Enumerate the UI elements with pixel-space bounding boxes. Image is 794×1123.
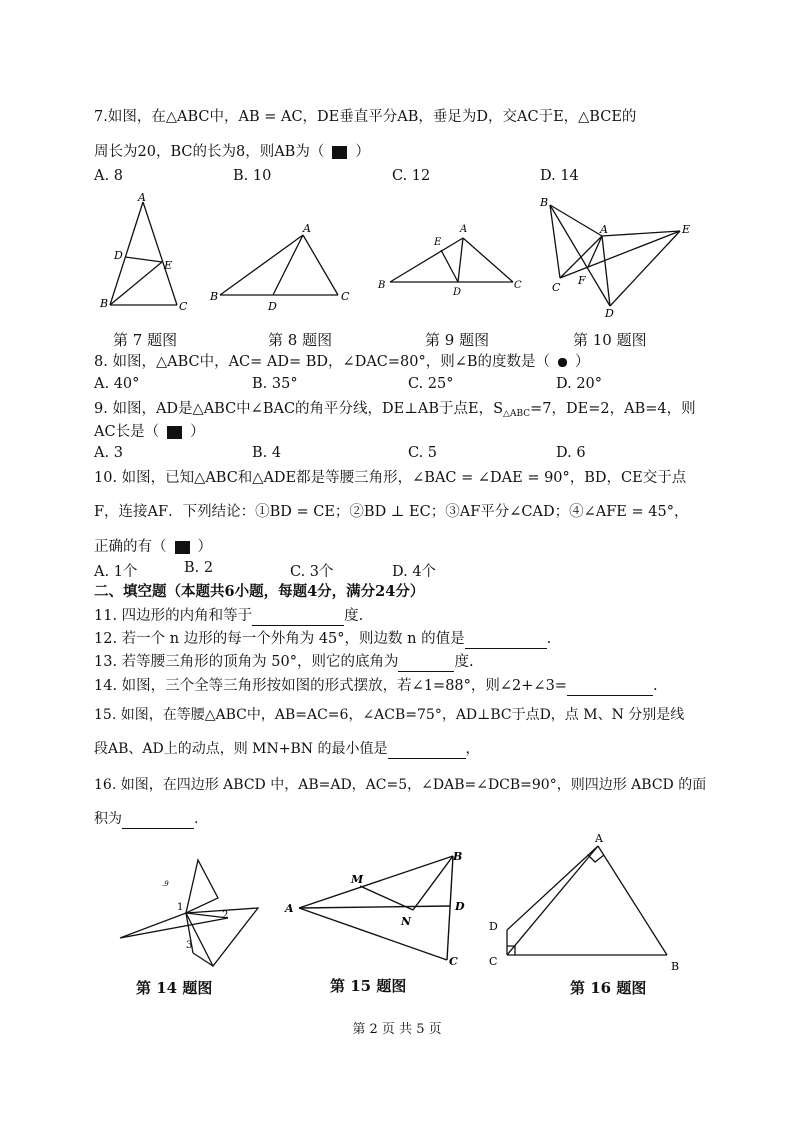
q7-option-c: C. 12	[392, 168, 431, 184]
f8-label-b: B	[210, 290, 219, 303]
caption-fig15: 第 15 题图	[330, 977, 407, 995]
f9-label-a: A	[460, 224, 468, 235]
f7-label-a: A	[138, 191, 146, 204]
q10-option-b: B. 2	[184, 560, 214, 576]
caption-fig16: 第 16 题图	[570, 979, 647, 997]
page-footer: 第 2 页 共 5 页	[352, 1022, 442, 1037]
figure-16	[485, 832, 685, 972]
q10-line3	[94, 538, 212, 556]
f10-label-a: A	[600, 223, 608, 236]
f7-label-c: C	[179, 300, 188, 313]
q9-sub: △ABC	[503, 409, 531, 419]
caption-fig9: 第 9 题图	[425, 331, 490, 349]
q13-end: 度.	[454, 654, 474, 670]
f15-label-c: C	[449, 955, 458, 968]
f10-label-f: F	[578, 274, 586, 287]
q10-line2: F，连接AF．下列结论：①BD = CE；②BD ⊥ EC；③AF平分∠CAD；④∠AFE = 45°，	[94, 504, 689, 520]
q12-text: 12. 若一个 n 边形的每一个外角为 45°，则边数 n 的值是	[94, 631, 465, 647]
figure-7	[95, 192, 195, 317]
caption-fig7: 第 7 题图	[113, 331, 178, 349]
f14-label-3: 3	[186, 940, 193, 951]
f7-label-b: B	[100, 297, 109, 310]
q9-line1	[94, 400, 696, 423]
q13-text: 13. 若等腰三角形的顶角为 50°，则它的底角为	[94, 654, 399, 670]
f16-label-a: A	[595, 832, 603, 845]
q13-line	[94, 653, 474, 672]
f16-label-c: C	[489, 955, 498, 968]
q7-line2	[94, 143, 370, 161]
q8-option-a: A. 40°	[94, 376, 140, 392]
q11-blank	[252, 607, 344, 626]
q14-blank	[567, 677, 653, 696]
f8-label-d: D	[268, 300, 277, 313]
q7-option-b: B. 10	[233, 168, 272, 184]
q10-line1: 10. 如图，已知△ABC和△ADE都是等腰三角形，∠BAC = ∠DAE = 90°，BD，CE交于点	[94, 470, 687, 486]
q14-end: .	[652, 678, 658, 694]
q10-option-d: D. 4个	[392, 564, 437, 580]
q12-line	[94, 630, 551, 649]
q16-line1: 16. 如图，在四边形 ABCD 中，AB=AD，AC=5，∠DAB=∠DCB=90°，则四边形 ABCD 的面	[94, 777, 707, 793]
f8-label-a: A	[303, 222, 311, 235]
figure-10	[540, 193, 700, 318]
figure-15	[285, 848, 465, 968]
f9-label-d: D	[453, 287, 462, 298]
q7-option-d: D. 14	[540, 168, 579, 184]
q15-line2-text: 段AB、AD上的动点，则 MN+BN 的最小值是	[94, 741, 388, 757]
f15-label-n: N	[401, 915, 412, 928]
answer-blot	[558, 358, 567, 367]
f10-label-b: B	[540, 196, 549, 209]
q14-line	[94, 677, 658, 696]
f15-label-d: D	[455, 900, 465, 913]
q16-line2-end: .	[194, 811, 199, 827]
q8-text: 8. 如图，△ABC中，AC= AD= BD，∠DAC=80°，则∠B的度数是（	[94, 354, 551, 370]
q9-line1-a: 9. 如图，AD是△ABC中∠BAC的角平分线，DE⊥AB于点E，S	[94, 401, 504, 417]
q9-option-b: B. 4	[252, 445, 282, 461]
q8-line	[94, 353, 590, 371]
q12-blank	[465, 630, 547, 649]
q8-option-d: D. 20°	[556, 376, 603, 392]
q16-line2-text: 积为	[94, 811, 122, 827]
f7-label-e: E	[164, 259, 173, 272]
answer-blot	[332, 146, 347, 159]
q8-option-b: B. 35°	[252, 376, 298, 392]
q9-line1-b: =7，DE=2，AB=4，则	[530, 401, 696, 417]
q16-line2	[94, 810, 198, 829]
q15-line1: 15. 如图，在等腰△ABC中，AB=AC=6，∠ACB=75°，AD⊥BC于点D，点 M、N 分别是线	[94, 707, 685, 723]
f14-label-1: 1	[177, 902, 184, 913]
f15-label-a: A	[285, 902, 294, 915]
q11-line	[94, 607, 363, 626]
f14-mark: .9	[162, 880, 169, 888]
q11-text: 11. 四边形的内角和等于	[94, 608, 253, 624]
answer-blot	[167, 426, 182, 439]
q14-text: 14. 如图，三个全等三角形按如图的形式摆放，若∠1=88°，则∠2+∠3=	[94, 678, 567, 694]
q15-line2-end: ，	[465, 741, 480, 757]
q8-option-c: C. 25°	[408, 376, 454, 392]
q16-blank	[122, 810, 194, 829]
q7-line2-end: ）	[355, 144, 370, 160]
q10-line3-text: 正确的有（	[94, 539, 167, 555]
f10-label-e: E	[682, 223, 691, 236]
q7-line2-text: 周长为20，BC的长为8，则AB为（	[94, 144, 325, 160]
figure-14	[118, 858, 268, 973]
caption-fig10: 第 10 题图	[573, 331, 647, 349]
caption-fig8: 第 8 题图	[268, 331, 333, 349]
f15-label-m: M	[351, 873, 364, 886]
q9-line2-text: AC长是（	[94, 424, 160, 440]
q9-line2-end: ）	[190, 424, 205, 440]
f14-label-2: 2	[222, 910, 229, 921]
q9-option-c: C. 5	[408, 445, 438, 461]
answer-blot	[175, 541, 190, 554]
q11-end: 度.	[344, 608, 364, 624]
f10-label-c: C	[552, 281, 561, 294]
q8-end: ）	[575, 354, 590, 370]
f7-label-d: D	[114, 249, 123, 262]
f8-label-c: C	[341, 290, 350, 303]
q7-option-a: A. 8	[94, 168, 123, 184]
q9-line2	[94, 423, 205, 441]
q10-option-c: C. 3个	[290, 564, 334, 580]
figure-9	[378, 220, 528, 300]
figure-8	[208, 220, 358, 313]
f9-label-e: E	[434, 237, 442, 248]
q9-option-a: A. 3	[94, 445, 123, 461]
f16-label-d: D	[489, 920, 498, 933]
f9-label-c: C	[514, 280, 522, 291]
caption-fig14: 第 14 题图	[136, 979, 213, 997]
q10-option-a: A. 1个	[94, 564, 138, 580]
q15-blank	[388, 740, 466, 759]
q9-option-d: D. 6	[556, 445, 586, 461]
q7-line1: 7.如图，在△ABC中，AB = AC，DE垂直平分AB，垂足为D，交AC于E，△BCE的	[94, 109, 637, 125]
q13-blank	[398, 653, 454, 672]
f9-label-b: B	[378, 280, 386, 291]
f15-label-b: B	[453, 850, 463, 863]
q12-end: .	[546, 631, 552, 647]
section-heading: 二、填空题（本题共6小题，每题4分，满分24分）	[94, 583, 425, 600]
f16-label-b: B	[671, 960, 680, 973]
f10-label-d: D	[605, 307, 614, 320]
q15-line2	[94, 740, 480, 759]
q10-line3-end: ）	[197, 539, 212, 555]
